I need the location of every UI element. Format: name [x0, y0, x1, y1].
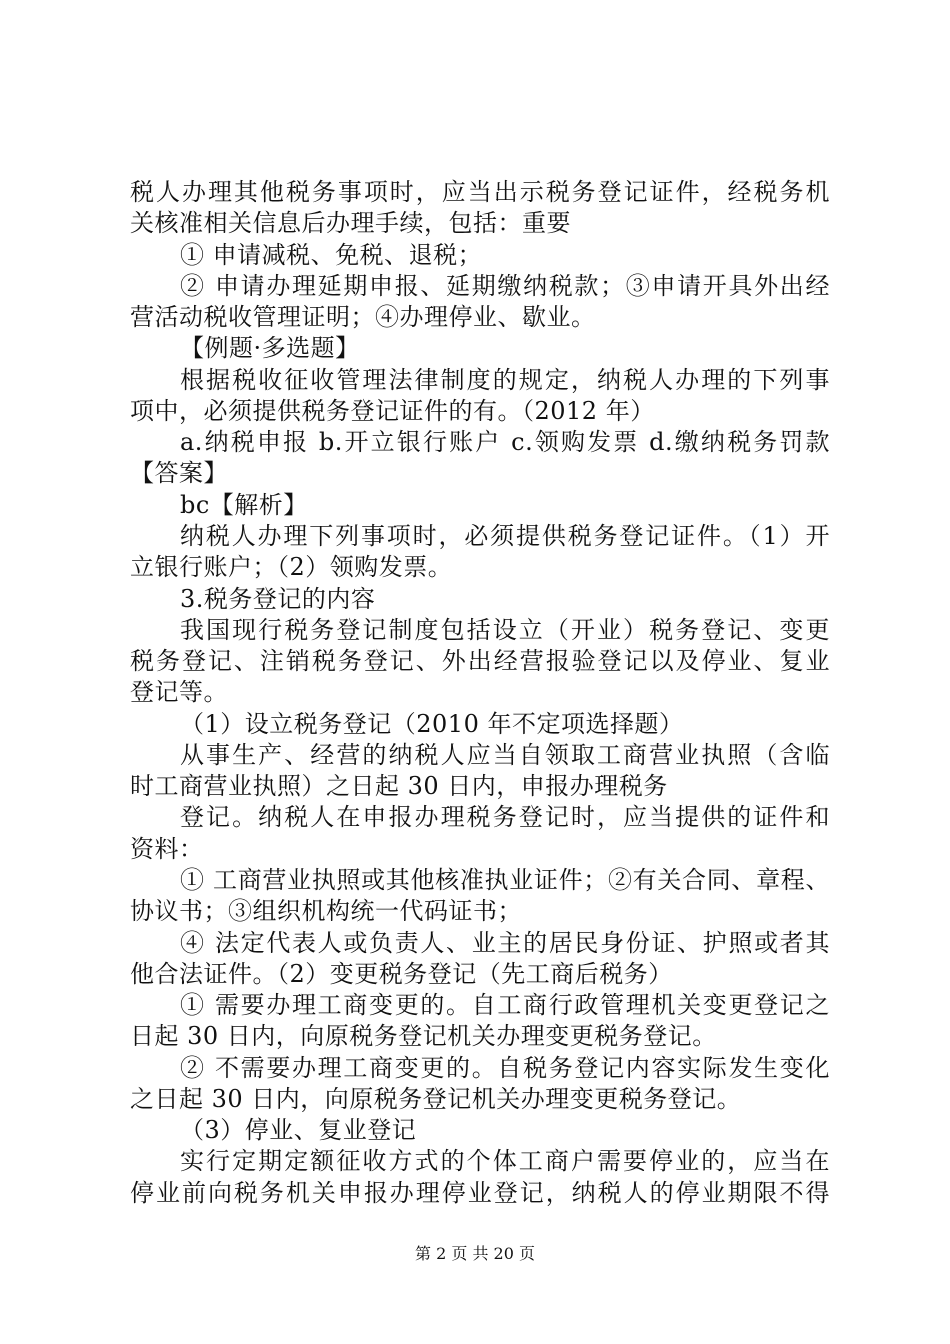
text-line: bc【解析】 — [180, 491, 308, 519]
text-line: 项中，必须提供税务登记证件的有。（2012 年） — [130, 397, 655, 425]
text-line: 之日起 30 日内，向原税务登记机关办理变更税务登记。 — [130, 1085, 742, 1113]
text-line: 资料： — [130, 835, 204, 863]
text-line: 立银行账户；（2）领购发票。 — [130, 553, 453, 581]
section-heading: 3.税务登记的内容 — [180, 585, 376, 613]
text-line: ① 需要办理工商变更的。自工商行政管理机关变更登记之 — [180, 991, 830, 1019]
text-line: 关核准相关信息后办理手续，包括：重要 — [130, 209, 571, 237]
text-line: a.纳税申报 b.开立银行账户 c.领购发票 d.缴纳税务罚款 — [180, 428, 830, 456]
section-heading: 【例题·多选题】 — [180, 334, 360, 362]
text-line: 登记。纳税人在申报办理税务登记时，应当提供的证件和 — [180, 803, 830, 831]
text-line: 税人办理其他税务事项时，应当出示税务登记证件，经税务机 — [130, 178, 830, 206]
text-line: 停业前向税务机关申报办理停业登记，纳税人的停业期限不得 — [130, 1179, 830, 1207]
text-line: 登记等。 — [130, 678, 228, 706]
section-heading: 【答案】 — [130, 459, 228, 487]
text-line: ④ 法定代表人或负责人、业主的居民身份证、护照或者其 — [180, 929, 830, 957]
section-heading: （1）设立税务登记（2010 年不定项选择题） — [180, 710, 684, 738]
text-line: 营活动税收管理证明；④办理停业、歇业。 — [130, 303, 596, 331]
text-line: ① 申请减税、免税、退税； — [180, 241, 483, 269]
page-number-footer: 第 2 页 共 20 页 — [415, 1244, 535, 1263]
text-line: ① 工商营业执照或其他核准执业证件；②有关合同、章程、 — [180, 866, 830, 894]
text-line: 我国现行税务登记制度包括设立（开业）税务登记、变更 — [180, 616, 830, 644]
text-line: 时工商营业执照）之日起 30 日内，申报办理税务 — [130, 772, 668, 800]
text-line: 纳税人办理下列事项时，必须提供税务登记证件。（1）开 — [180, 522, 830, 550]
text-line: 日起 30 日内，向原税务登记机关办理变更税务登记。 — [130, 1022, 717, 1050]
text-line: 实行定期定额征收方式的个体工商户需要停业的，应当在 — [180, 1147, 830, 1175]
text-line: 根据税收征收管理法律制度的规定，纳税人办理的下列事 — [180, 366, 830, 394]
text-line: ② 申请办理延期申报、延期缴纳税款；③申请开具外出经 — [180, 272, 830, 300]
text-line: 协议书；③组织机构统一代码证书； — [130, 897, 522, 925]
text-line: ② 不需要办理工商变更的。自税务登记内容实际发生变化 — [180, 1054, 830, 1082]
text-line: 从事生产、经营的纳税人应当自领取工商营业执照（含临 — [180, 741, 830, 769]
text-line: 税务登记、注销税务登记、外出经营报验登记以及停业、复业 — [130, 647, 830, 675]
text-line: 他合法证件。（2）变更税务登记（先工商后税务） — [130, 960, 673, 988]
section-heading: （3）停业、复业登记 — [180, 1116, 417, 1144]
